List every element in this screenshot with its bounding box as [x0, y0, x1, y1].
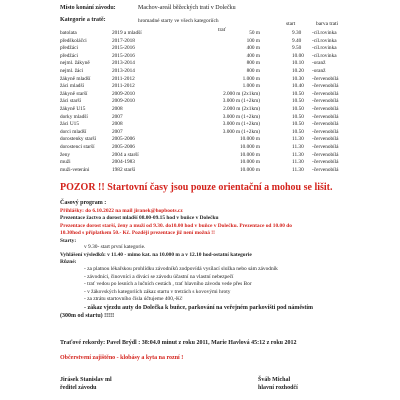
- start-cell: 10.10: [292, 60, 304, 67]
- category-cell: předškoláčci: [60, 37, 87, 44]
- parking-notice: - zákaz vjezdu auty do Dolečka k buňce, parkování na veřejném parkovišti pod náměstím: [84, 305, 314, 311]
- table-row: [60, 60, 360, 68]
- starts-value: v 9.30- start první kategorie.: [84, 244, 146, 250]
- color-cell: -cíl.rovinka: [312, 30, 337, 36]
- misc-list: [84, 266, 278, 304]
- start-cell: 10.50: [292, 121, 304, 128]
- table-row: [60, 91, 360, 99]
- color-cell: -oranž: [312, 67, 326, 74]
- category-cell: muži-veteráni: [60, 166, 90, 173]
- place-value: Machov-areál běžeckých tratí v Dolečku: [138, 5, 236, 11]
- color-cell: -červenobílá: [312, 143, 339, 150]
- start-cell: 10.50: [292, 128, 304, 135]
- categories-label: Kategorie a tratě:: [60, 17, 106, 23]
- table-row: [60, 98, 360, 106]
- distance-cell: 3.000 m (1+2km): [222, 121, 260, 128]
- start-cell: 11.30: [292, 151, 304, 158]
- category-cell: předžáci: [60, 45, 78, 52]
- color-cell: -červenobílá: [312, 166, 339, 173]
- start-cell: 10.50: [292, 105, 304, 112]
- distance-cell: 10.000 m: [239, 151, 260, 158]
- distance-cell: 10.000 m: [239, 136, 260, 143]
- category-cell: žákyně U15: [60, 105, 86, 112]
- start-cell: 10.50: [292, 98, 304, 105]
- category-cell: nejml. žáci: [60, 67, 84, 74]
- category-cell: dorostenky starší: [60, 136, 97, 143]
- start-cell: 10.30: [292, 75, 304, 82]
- category-cell: žáci mladší: [60, 83, 84, 90]
- list-item: - za ztrátu startovního čísla účtujeme 400,-Kč: [84, 296, 183, 303]
- years-cell: 2005-2006: [112, 136, 135, 143]
- color-cell: -červenobílá: [312, 159, 339, 166]
- color-cell: -červenobílá: [312, 151, 339, 158]
- distance-cell: 3.000 m (1+2km): [222, 98, 260, 105]
- start-cell: 9.50: [292, 45, 302, 52]
- table-row: [60, 83, 360, 91]
- table-row: [60, 144, 360, 152]
- color-cell: -červenobílá: [312, 113, 339, 120]
- start-cell: 11.30: [292, 166, 304, 173]
- category-cell: nejml. žákyně: [60, 60, 90, 67]
- color-cell: -červenobílá: [312, 90, 339, 97]
- start-cell: 11.30: [292, 143, 304, 150]
- presentation-late: 10.30hod s příplatkem 50.- Kč. Později prezentace již není možná !!: [60, 230, 215, 236]
- column-header-trat: trať: [218, 27, 226, 33]
- presentation-adults: Prezentace dorost starší, ženy a muži od 9.30. do10.00 hod v buňce v Dolečku. Prezentace od 10.00 do: [60, 222, 292, 229]
- years-cell: 2015-2016: [112, 52, 135, 59]
- table-row: [60, 38, 360, 46]
- color-cell: -červenobílá: [312, 98, 339, 105]
- list-item: - v žákovských kategoriích zákaz startu v tretrách s kovovými hroty: [84, 288, 231, 295]
- start-cell: 9.30: [292, 30, 302, 36]
- director-role: ředitel závodu: [60, 385, 97, 391]
- category-cell: žáci starší: [60, 98, 82, 105]
- years-cell: 2011-2012: [112, 75, 135, 82]
- years-cell: 2005-2006: [112, 143, 135, 150]
- start-cell: 10.50: [292, 90, 304, 97]
- years-cell: 2009-2010: [112, 98, 135, 105]
- distance-cell: 800 m: [246, 67, 260, 74]
- category-cell: žákyně mladší: [60, 75, 91, 82]
- results-info: Vyhlášení výsledků: v 11.40 - mimo kat. na 10.000 m a v 12.10 hod-ostatní kategorie: [60, 252, 252, 258]
- start-cell: 11.30: [292, 136, 304, 143]
- color-cell: -červenobílá: [312, 121, 339, 128]
- years-cell: 2008: [112, 105, 123, 112]
- table-row: [60, 53, 360, 61]
- categories-note: hromadné starty ve všech kategoriích: [138, 17, 219, 24]
- years-cell: 2017-2018: [112, 37, 135, 44]
- years-cell: 2011-2012: [112, 83, 135, 90]
- years-cell: 2007: [112, 128, 123, 135]
- start-cell: 11.30: [292, 159, 304, 166]
- table-row: [60, 68, 360, 76]
- list-item: - za platnou lékařskou prohlídku závodníků zodpovídá vysílací složka nebo sám závodník: [84, 266, 278, 272]
- table-row: [60, 136, 360, 144]
- years-cell: 2004 a starší: [112, 151, 139, 158]
- years-cell: 2015-2016: [112, 45, 135, 52]
- presentation-youth: Prezentace žactvo a dorost mladší 08.00-09.15 hod v buňce v Dolečku: [60, 215, 219, 221]
- distance-cell: 3.000 m (1+2km): [222, 128, 260, 135]
- distance-cell: 800 m: [246, 60, 260, 67]
- table-row: [60, 152, 360, 160]
- list-item: - závodníci, činovníci a diváci se závodu účastní na vlastní nebezpečí: [84, 273, 234, 280]
- category-cell: žákyně starší: [60, 90, 88, 97]
- distance-cell: 400 m: [246, 52, 260, 59]
- referee-role: hlavní rozhodčí: [258, 385, 298, 391]
- category-cell: žáci U15: [60, 121, 79, 128]
- table-row: [60, 129, 360, 137]
- categories-table: [60, 30, 360, 174]
- color-cell: -červenobílá: [312, 136, 339, 143]
- category-cell: ženy: [60, 151, 70, 158]
- starts-label: Starty:: [60, 238, 77, 244]
- distance-cell: 2.000 m (2x1km): [223, 105, 260, 112]
- referee-name: Šváb Michal: [258, 377, 291, 383]
- column-header-color: barva trati: [316, 21, 338, 27]
- list-item: - trať vedou po lesních a lučních cestách , trať hlavního závodu vede přes Bor: [84, 281, 252, 288]
- start-cell: 10.40: [292, 83, 304, 90]
- years-cell: 1982 starší: [112, 166, 136, 173]
- years-cell: 2009-2010: [112, 90, 135, 97]
- start-cell: 10.20: [292, 67, 304, 74]
- table-row: [60, 76, 360, 84]
- category-cell: dorostenci starší: [60, 143, 95, 150]
- distance-cell: 1.000 m: [242, 83, 260, 90]
- place-label: Místo konání závodu:: [60, 5, 116, 11]
- column-header-start: start: [286, 21, 296, 27]
- years-cell: 2013-2014: [112, 60, 135, 67]
- table-row: [60, 30, 360, 38]
- category-cell: muži: [60, 159, 71, 166]
- director-name: Jirásek Stanislav ml: [60, 377, 112, 383]
- color-cell: -oranž: [312, 60, 326, 67]
- parking-notice-distance: (300m od startu) !!!!!: [60, 313, 115, 319]
- distance-cell: 10.000 m: [239, 159, 260, 166]
- years-cell: 2013-2014: [112, 67, 135, 74]
- misc-label: Různé:: [60, 259, 77, 265]
- start-cell: 10.00: [292, 52, 304, 59]
- category-cell: předžáci: [60, 52, 78, 59]
- years-cell: 2007: [112, 113, 123, 120]
- category-cell: dorci mladší: [60, 128, 87, 135]
- start-cell: 9.40: [292, 37, 302, 44]
- color-cell: -červenobílá: [312, 83, 339, 90]
- color-cell: -červenobílá: [312, 105, 339, 112]
- color-cell: -cíl.rovinka: [312, 37, 337, 44]
- table-row: [60, 121, 360, 129]
- color-cell: -červenobílá: [312, 128, 339, 135]
- years-cell: 2008: [112, 121, 123, 128]
- category-cell: batolata: [60, 30, 77, 36]
- color-cell: -červenobílá: [312, 75, 339, 82]
- distance-cell: 10.000 m: [239, 143, 260, 150]
- distance-cell: 1.000 m: [242, 75, 260, 82]
- category-cell: dorky mladší: [60, 113, 88, 120]
- table-row: [60, 114, 360, 122]
- warning-notice: POZOR !! Startovní časy jsou pouze orientační a mohou se lišit.: [60, 182, 333, 193]
- refreshments-info: Občerstvení zajištěno - klobásy a kyta na rozní !: [60, 355, 184, 361]
- distance-cell: 3.000 m (1+2km): [222, 113, 260, 120]
- distance-cell: 100 m: [246, 37, 260, 44]
- distance-cell: 50 m: [249, 30, 260, 36]
- table-row: [60, 167, 360, 175]
- color-cell: -cíl.rovinka: [312, 52, 337, 59]
- table-row: [60, 45, 360, 53]
- track-records: Traťové rekordy: Pavel Brýdl : 38:04.0 minut z roku 2011, Marie Havlová 45:12 z roku 2012: [60, 340, 297, 346]
- distance-cell: 400 m: [246, 45, 260, 52]
- distance-cell: 10.000 m: [239, 166, 260, 173]
- years-cell: 2004-1983: [112, 159, 135, 166]
- start-cell: 10.50: [292, 113, 304, 120]
- table-row: [60, 159, 360, 167]
- program-title: Časový program :: [60, 200, 107, 206]
- color-cell: -cíl.rovinka: [312, 45, 337, 52]
- years-cell: 2019 a mladší: [112, 30, 142, 36]
- distance-cell: 2.000 m (2x1km): [223, 90, 260, 97]
- signup-info: Přihlášky: do 6.10.2022 na mail jiranek@hopboots.cz: [60, 207, 183, 214]
- table-row: [60, 106, 360, 114]
